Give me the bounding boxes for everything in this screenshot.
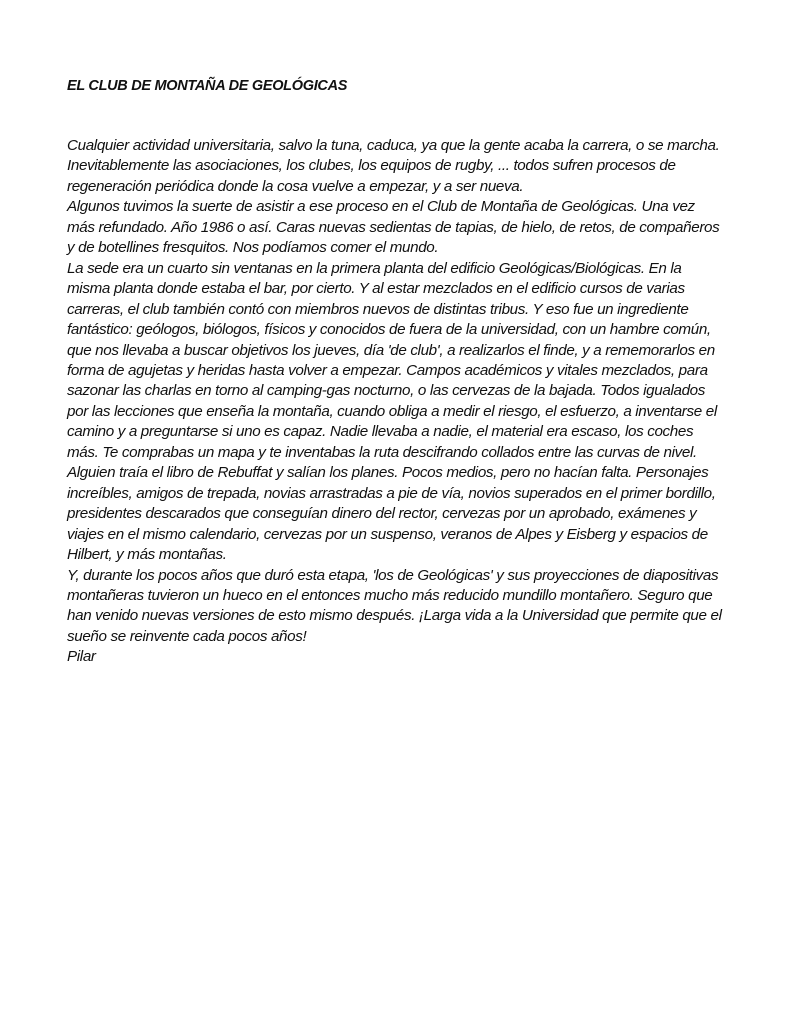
document-page bbox=[67, 76, 723, 668]
paragraph-1: Cualquier actividad universitaria, salvo la tuna, caduca, ya que la gente acaba la carrera, o se marcha. bbox=[67, 137, 720, 154]
paragraph-3: Algunos tuvimos la suerte de asistir a ese proceso en el Club de Montaña de Geológicas. Una vez más refundado. Año 1986 o así. Caras nuevas sedientas de tapias, de hielo, de retos, de compañeros y de botellines fresquitos. Nos podíamos comer el mundo. bbox=[67, 198, 720, 257]
paragraph-5: Y, durante los pocos años que duró esta etapa, 'los de Geológicas' y sus proyecciones de diapositivas montañeras tuvieron un hueco en el entonces mucho más reducido mundillo montañero. Seguro que han venido nuevas versiones de esto mismo después. ¡Larga vida a la Universidad que permite que el sueño se reinvente cada pocos años! bbox=[67, 566, 722, 645]
paragraph-4: La sede era un cuarto sin ventanas en la primera planta del edificio Geológicas/Biológicas. En la misma planta donde estaba el bar, por cierto. Y al estar mezclados en el edificio cursos de varias carreras, el club también contó con miembros nuevos de distintas tribus. Y eso fue un ingrediente fantástico: geólogos, biólogos, físicos y conocidos de fuera de la universidad, con un hambre común, que nos llevaba a buscar objetivos los jueves, día 'de club', a realizarlos el finde, y a rememorarlos en forma de agujetas y heridas hasta volver a empezar. Campos académicos y vitales mezclados, para sazonar las charlas en torno al camping-gas nocturno, o las cervezas de la bajada. Todos igualados por las lecciones que enseña la montaña, cuando obliga a medir el riesgo, el esfuerzo, a inventarse el camino y a preguntarse si uno es capaz. Nadie llevaba a nadie, el material era escaso, los coches más. Te comprabas un mapa y te inventabas la ruta descifrando collados entre las curvas de nivel. Alguien traía el libro de Rebuffat y salían los planes. Pocos medios, pero no hacían falta. Personajes increíbles, amigos de trepada, novias arrastradas a pie de vía, novios superados en el primer bordillo, presidentes descarados que conseguían dinero del rector, cervezas por un aprobado, exámenes y viajes en el mismo calendario, cervezas por un suspenso, veranos de Alpes y Eisberg y espacios de Hilbert, y más montañas. bbox=[67, 259, 717, 564]
paragraph-2: Inevitablemente las asociaciones, los clubes, los equipos de rugby, ... todos sufren procesos de regeneración periódica donde la cosa vuelve a empezar, y a ser nueva. bbox=[67, 157, 676, 195]
document-body bbox=[67, 136, 723, 668]
signature: Pilar bbox=[67, 648, 96, 666]
document-title: EL CLUB DE MONTAÑA DE GEOLÓGICAS bbox=[67, 78, 348, 94]
